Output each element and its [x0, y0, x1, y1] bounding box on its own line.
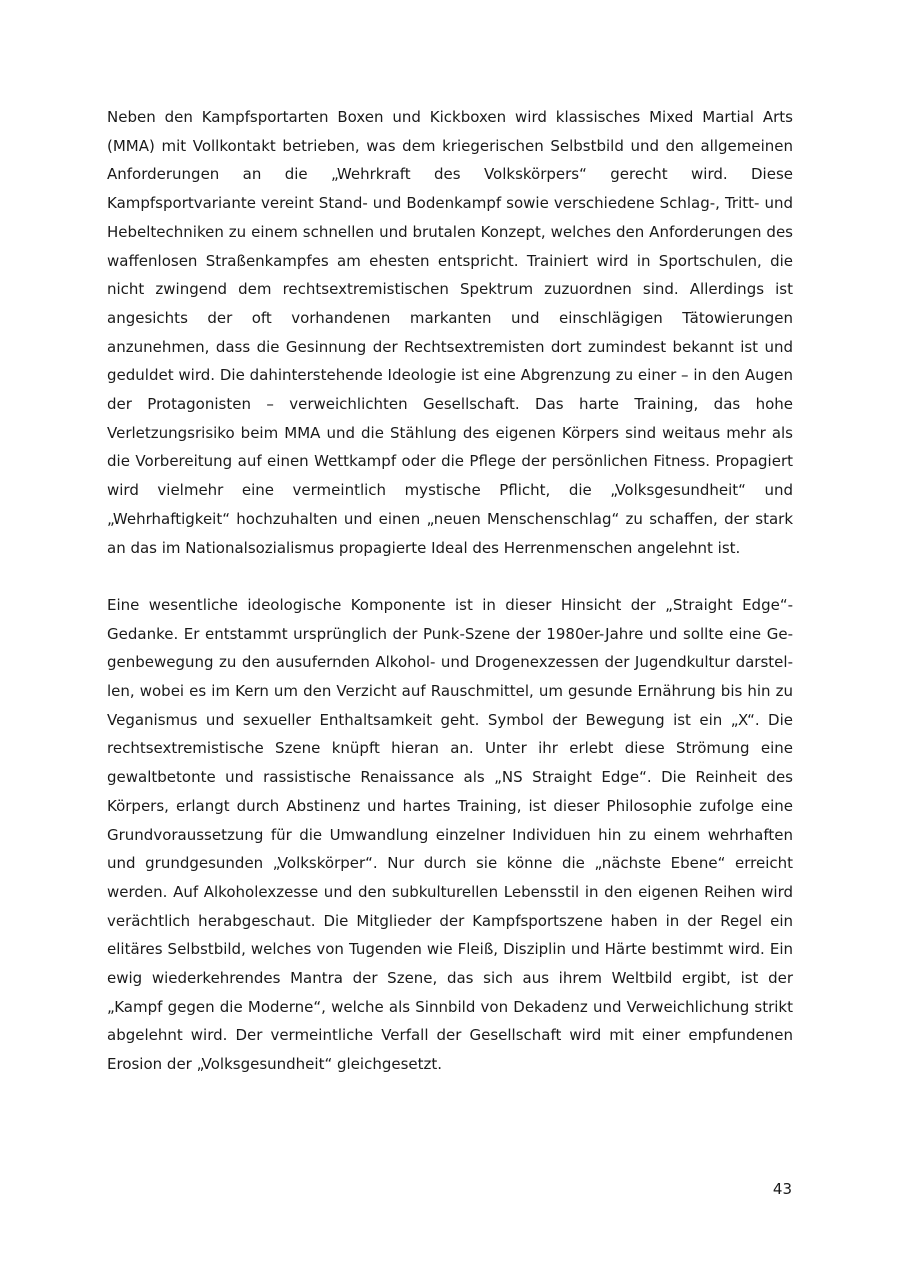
page-number: 43: [772, 1180, 792, 1198]
paragraph-mma: Neben den Kampfsportarten Boxen und Kickboxen wird klassisches Mixed Martial Arts (MMA) mit Vollkontakt betrieben, was dem kriegerischen Selbstbild und den allgemeinen Anforderungen an die „Wehrkraft des Volkskörpers“ gerecht wird. Diese Kampfsportvariante vereint Stand- und Bodenkampf sowie verschiedene Schlag-, Tritt- und Hebeltechniken zu einem schnellen und brutalen Konzept, welches den Anforderungen des waffenlosen Straßenkampfes am ehesten entspricht. Trainiert wird in Sportschulen, die nicht zwingend dem rechtsextremistischen Spektrum zuzuordnen sind. Allerdings ist angesichts der oft vorhandenen markanten und einschlägigen Tätowierungen anzunehmen, dass die Gesinnung der Rechtsextremisten dort zumindest bekannt ist und geduldet wird. Die dahinterstehende Ideologie ist eine Abgrenzung zu einer – in den Augen der Protagonisten – verweichlichten Gesellschaft. Das harte Training, das hohe Verletzungsrisiko beim MMA und die Stählung des eigenen Körpers sind weitaus mehr als die Vorbereitung auf einen Wettkampf oder die Pflege der persönlichen Fitness. Propagiert wird vielmehr eine vermeintlich mystische Pflicht, die „Volksgesundheit“ und „Wehrhaftigkeit“ hochzuhalten und einen „neuen Menschenschlag“ zu schaffen, der stark an das im Nationalsozialismus propagierte Ideal des Herrenmenschen angelehnt ist.: [107, 108, 793, 557]
paragraph-straight-edge: Eine wesentliche ideologische Komponente ist in dieser Hinsicht der „Straight Edge“-Gedanke. Er entstammt ursprünglich der Punk-Szene der 1980er-Jahre und sollte eine Gegenbewegung zu den ausufernden Alkohol- und Drogenexzessen der Jugendkultur darstellen, wobei es im Kern um den Verzicht auf Rauschmittel, um gesunde Ernährung bis hin zu Veganismus und sexueller Enthaltsamkeit geht. Symbol der Bewegung ist ein „X“. Die rechtsextremistische Szene knüpft hieran an. Unter ihr erlebt diese Strömung eine gewaltbetonte und rassistische Renaissance als „NS Straight Edge“. Die Reinheit des Körpers, erlangt durch Abstinenz und hartes Training, ist dieser Philosophie zufolge eine Grundvoraussetzung für die Umwandlung einzelner Individuen hin zu einem wehrhaften und grundgesunden „Volkskörper“. Nur durch sie könne die „nächste Ebene“ erreicht werden. Auf Alkoholexzesse und den subkulturellen Lebensstil in den eigenen Reihen wird verächtlich herabgeschaut. Die Mitglieder der Kampfsportszene haben in der Regel ein elitäres Selbstbild, welches von Tugenden wie Fleiß, Disziplin und Härte bestimmt wird. Ein ewig wiederkehrendes Mantra der Szene, das sich aus ihrem Weltbild ergibt, ist der „Kampf gegen die Moderne“, welche als Sinnbild von Dekadenz und Verweichlichung strikt abgelehnt wird. Der vermeintliche Verfall der Gesellschaft wird mit einer empfundenen Erosion der „Volksgesundheit“ gleichgesetzt.: [107, 595, 793, 1074]
body-text: [107, 103, 793, 1079]
